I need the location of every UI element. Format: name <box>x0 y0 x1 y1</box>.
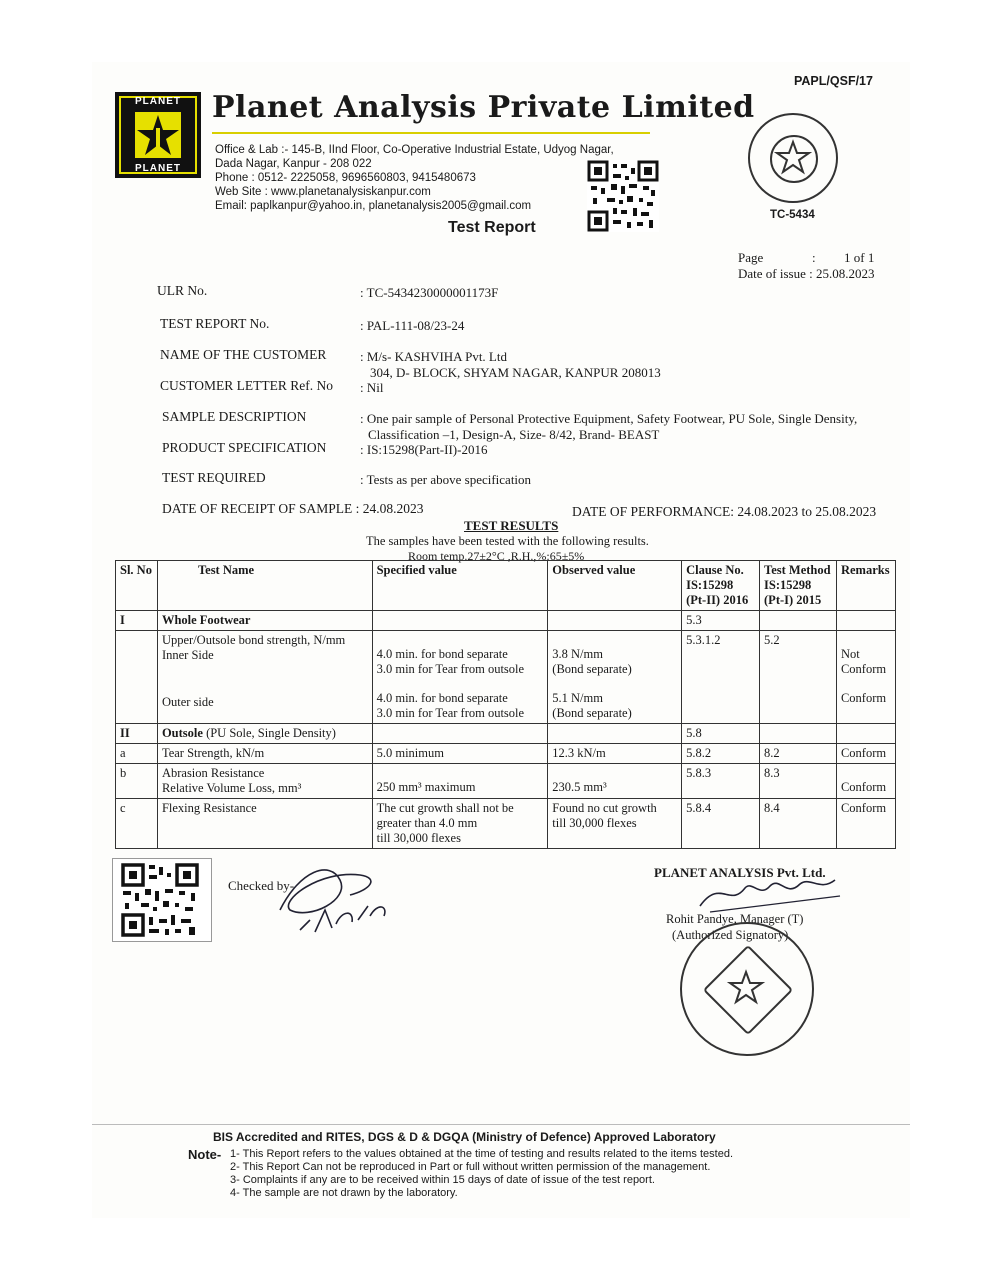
company-logo: PLANET PLANET <box>115 92 201 178</box>
report-no-value: : PAL-111-08/23-24 <box>360 318 465 333</box>
col-header-test-name: Test Name <box>157 561 372 611</box>
page-label: Page <box>738 250 764 265</box>
checked-by-label: Checked by- <box>228 878 295 893</box>
sample-description-1: : One pair sample of Personal Protective Equipment, Safety Footwear, PU Sole, Single Density, <box>360 411 858 426</box>
footer-qr-code <box>112 858 212 942</box>
note-2: 2- This Report Can not be reproduced in Part or full without written permission of the management. <box>230 1161 711 1173</box>
col-header-clause: Clause No. IS:15298 (Pt-II) 2016 <box>682 561 760 611</box>
table-row: c Flexing Resistance The cut growth shall not be greater than 4.0 mm till 30,000 flexes Found no cut growth till 30,000 flexes 5.8.4 8.4 Conform <box>116 799 896 849</box>
page-number: 1 of 1 <box>844 250 875 265</box>
product-spec-label: PRODUCT SPECIFICATION <box>162 440 327 455</box>
document-code: PAPL/QSF/17 <box>794 74 873 88</box>
table-row: Upper/Outsole bond strength, N/mm Inner Side Outer side 4.0 min. for bond separate 3.0 min for Tear from outsole 4.0 min. for bond separate 3.0 min for Tear from outsole 3.8 N/mm (Bond separate) 5.1 N/mm (Bond separate) 5.3.1.2 5.2 Not Conform Conform <box>116 631 896 724</box>
test-required-label: TEST REQUIRED <box>162 470 266 485</box>
ulr-label: ULR No. <box>157 283 208 298</box>
company-stamp <box>680 922 814 1056</box>
note-3: 3- Complaints if any are to be received within 15 days of date of issue of the test report. <box>230 1174 655 1186</box>
company-name: Planet Analysis Private Limited <box>212 90 755 125</box>
accreditation-seal <box>748 113 838 203</box>
company-underline <box>212 132 650 134</box>
signatory-signature <box>690 868 850 918</box>
bis-accreditation: BIS Accredited and RITES, DGS & D & DGQA (Ministry of Defence) Approved Laboratory <box>213 1130 716 1144</box>
table-row: I Whole Footwear 5.3 <box>116 611 896 631</box>
customer-letter-label: CUSTOMER LETTER Ref. No <box>160 378 333 393</box>
accreditation-code: TC-5434 <box>770 209 815 221</box>
col-header-observed: Observed value <box>548 561 682 611</box>
header-qr-code <box>587 160 659 232</box>
customer-address: 304, D- BLOCK, SHYAM NAGAR, KANPUR 208013 <box>370 365 661 380</box>
signatory-authorized: (Authorized Signatory) <box>672 928 789 942</box>
sample-description-2: Classification –1, Design-A, Size- 8/42, Brand- BEAST <box>368 427 660 442</box>
checked-by-signature <box>270 850 400 940</box>
note-4: 4- The sample are not drawn by the laboratory. <box>230 1187 458 1199</box>
table-row: a Tear Strength, kN/m 5.0 minimum 12.3 kN/m 5.8.2 8.2 Conform <box>116 744 896 764</box>
col-header-method: Test Method IS:15298 (Pt-I) 2015 <box>760 561 837 611</box>
table-row: II Outsole (PU Sole, Single Density) 5.8 <box>116 724 896 744</box>
report-title: Test Report <box>448 219 536 236</box>
col-header-sl: Sl. No <box>116 561 158 611</box>
results-conditions: Room temp.27±2°C ,R.H.,%:65±5% <box>408 549 585 563</box>
company-address-2: Dada Nagar, Kanpur - 208 022 <box>215 158 372 170</box>
table-header-row <box>116 561 896 611</box>
signatory-org: PLANET ANALYSIS Pvt. Ltd. <box>654 865 826 880</box>
footer-divider <box>92 1124 910 1125</box>
customer-letter-value: : Nil <box>360 380 384 395</box>
note-label: Note- <box>188 1147 222 1162</box>
results-heading: TEST RESULTS <box>464 518 559 533</box>
customer-value: : M/s- KASHVIHA Pvt. Ltd <box>360 349 507 364</box>
ulr-value: : TC-5434230000001173F <box>360 285 499 300</box>
product-spec-value: : IS:15298(Part-II)-2016 <box>360 442 488 457</box>
col-header-remarks: Remarks <box>836 561 895 611</box>
note-1: 1- This Report refers to the values obtained at the time of testing and results related to the items tested. <box>230 1148 734 1160</box>
table-row: b Abrasion Resistance Relative Volume Loss, mm³ 250 mm³ maximum 230.5 mm³ 5.8.3 8.3 Conform <box>116 764 896 799</box>
customer-label: NAME OF THE CUSTOMER <box>160 347 327 362</box>
signatory-manager: Rohit Pandye, Manager (T) <box>666 912 804 926</box>
report-no-label: TEST REPORT No. <box>160 316 270 331</box>
test-required-value: : Tests as per above specification <box>360 472 532 487</box>
col-header-specified: Specified value <box>372 561 548 611</box>
date-of-performance: DATE OF PERFORMANCE: 24.08.2023 to 25.08.2023 <box>572 504 877 519</box>
company-address-1: Office & Lab :- 145-B, IInd Floor, Co-Operative Industrial Estate, Udyog Nagar, <box>215 144 614 156</box>
results-table <box>115 560 896 849</box>
company-web: Web Site : www.planetanalysiskanpur.com <box>215 186 431 198</box>
date-of-receipt: DATE OF RECEIPT OF SAMPLE : 24.08.2023 <box>162 501 424 516</box>
sample-description-label: SAMPLE DESCRIPTION <box>162 409 307 424</box>
results-intro: The samples have been tested with the following results. <box>366 534 649 548</box>
company-phone: Phone : 0512- 2225058, 9696560803, 9415480673 <box>215 172 476 184</box>
page-sep: : <box>812 250 816 265</box>
date-of-issue: Date of issue : 25.08.2023 <box>738 266 875 281</box>
company-email: Email: paplkanpur@yahoo.in, planetanalysis2005@gmail.com <box>215 200 532 212</box>
